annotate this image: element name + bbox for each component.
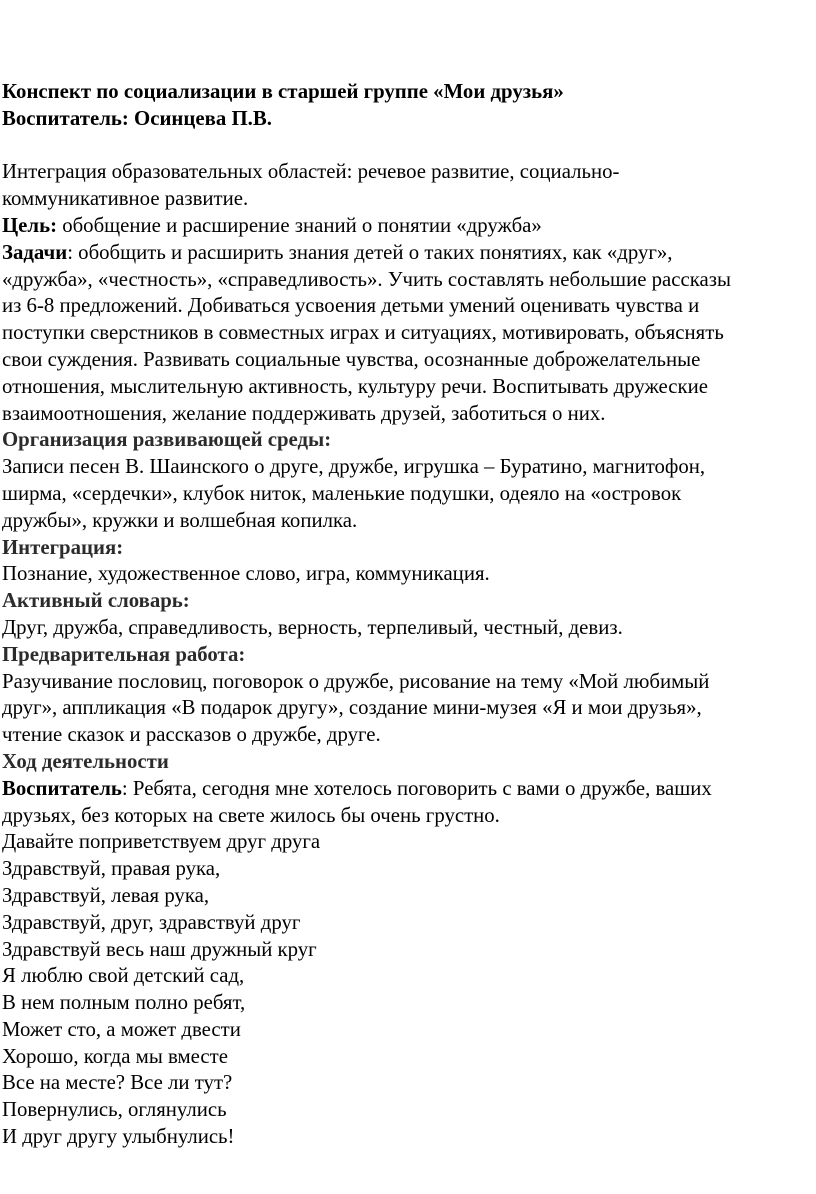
tasks-line: свои суждения. Развивать социальные чувства, осознанные доброжелательные [2,347,701,371]
poem-line: Может сто, а может двести [2,1017,241,1041]
poem-line: Повернулись, оглянулись [2,1098,227,1122]
integration-areas-line: коммуникативное развитие. [2,187,249,211]
poem-line: Здравствуй весь наш дружный круг [2,937,317,961]
tasks-paragraph [2,240,802,267]
poem-line: И друг другу улыбнулись! [2,1125,235,1149]
goal-paragraph [2,213,802,240]
preliminary-heading: Предварительная работа: [2,642,246,666]
goal-label: Цель: [2,213,57,237]
goal-text: обобщение и расширение знаний о понятии «дружба» [57,213,542,237]
environment-heading: Организация развивающей среды: [2,428,332,452]
integration-line: Познание, художественное слово, игра, коммуникация. [2,562,490,586]
tasks-line: взаимоотношения, желание поддерживать друзей, заботиться о них. [2,401,606,425]
poem-line: В нем полным полно ребят, [2,991,246,1015]
preliminary-line: чтение сказок и рассказов о дружбе, друге. [2,723,381,747]
poem-line: Все на месте? Все ли тут? [2,1071,233,1095]
document-title: Конспект по социализации в старшей группе «Мои друзья» [2,80,564,103]
tasks-label: Задачи [2,240,68,264]
poem-line: Давайте поприветствуем друг друга [2,830,321,854]
poem-line: Хорошо, когда мы вместе [2,1044,228,1068]
vocabulary-line: Друг, дружба, справедливость, верность, терпеливый, честный, девиз. [2,615,623,639]
document-body [2,79,802,1151]
environment-line: дружбы», кружки и волшебная копилка. [2,508,358,532]
poem-line: Здравствуй, друг, здравствуй друг [2,910,301,934]
tasks-line: из 6-8 предложений. Добиваться усвоения детьми умений оценивать чувства и [2,294,700,318]
tasks-line: поступки сверстников в совместных играх и ситуациях, мотивировать, объяснять [2,321,724,345]
poem-line: Здравствуй, правая рука, [2,857,221,881]
integration-areas-line: Интеграция образовательных областей: речевое развитие, социально- [2,160,620,184]
environment-line: ширма, «сердечки», клубок ниток, маленькие подушки, одеяло на «островок [2,481,682,505]
tasks-first-line: : обобщить и расширить знания детей о таких понятиях, как «друг», [67,240,673,264]
integration-heading: Интеграция: [2,535,124,559]
activity-paragraph [2,776,802,803]
environment-line: Записи песен В. Шаинского о друге, дружбе, игрушка – Буратино, магнитофон, [2,455,706,479]
teacher-line: Воспитатель: Осинцева П.В. [2,106,272,130]
preliminary-line: Разучивание пословиц, поговорок о дружбе, рисование на тему «Мой любимый [2,669,710,693]
activity-heading: Ход деятельности [2,749,169,773]
speaker-label: Воспитатель [2,776,122,800]
vocabulary-heading: Активный словарь: [2,589,190,613]
poem-line: Я люблю свой детский сад, [2,964,245,988]
activity-first-line: : Ребята, сегодня мне хотелось поговорить с вами о дружбе, ваших [121,776,712,800]
preliminary-line: друг», аппликация «В подарок другу», создание мини-музея «Я и мои друзья», [2,696,702,720]
tasks-line: «дружба», «честность», «справедливость». Учить составлять небольшие рассказы [2,267,731,291]
poem-line: Здравствуй, левая рука, [2,883,210,907]
activity-line: друзьях, без которых на свете жилось бы очень грустно. [2,803,500,827]
blank-line [2,133,802,160]
tasks-line: отношения, мыслительную активность, культуру речи. Воспитывать дружеские [2,374,708,398]
